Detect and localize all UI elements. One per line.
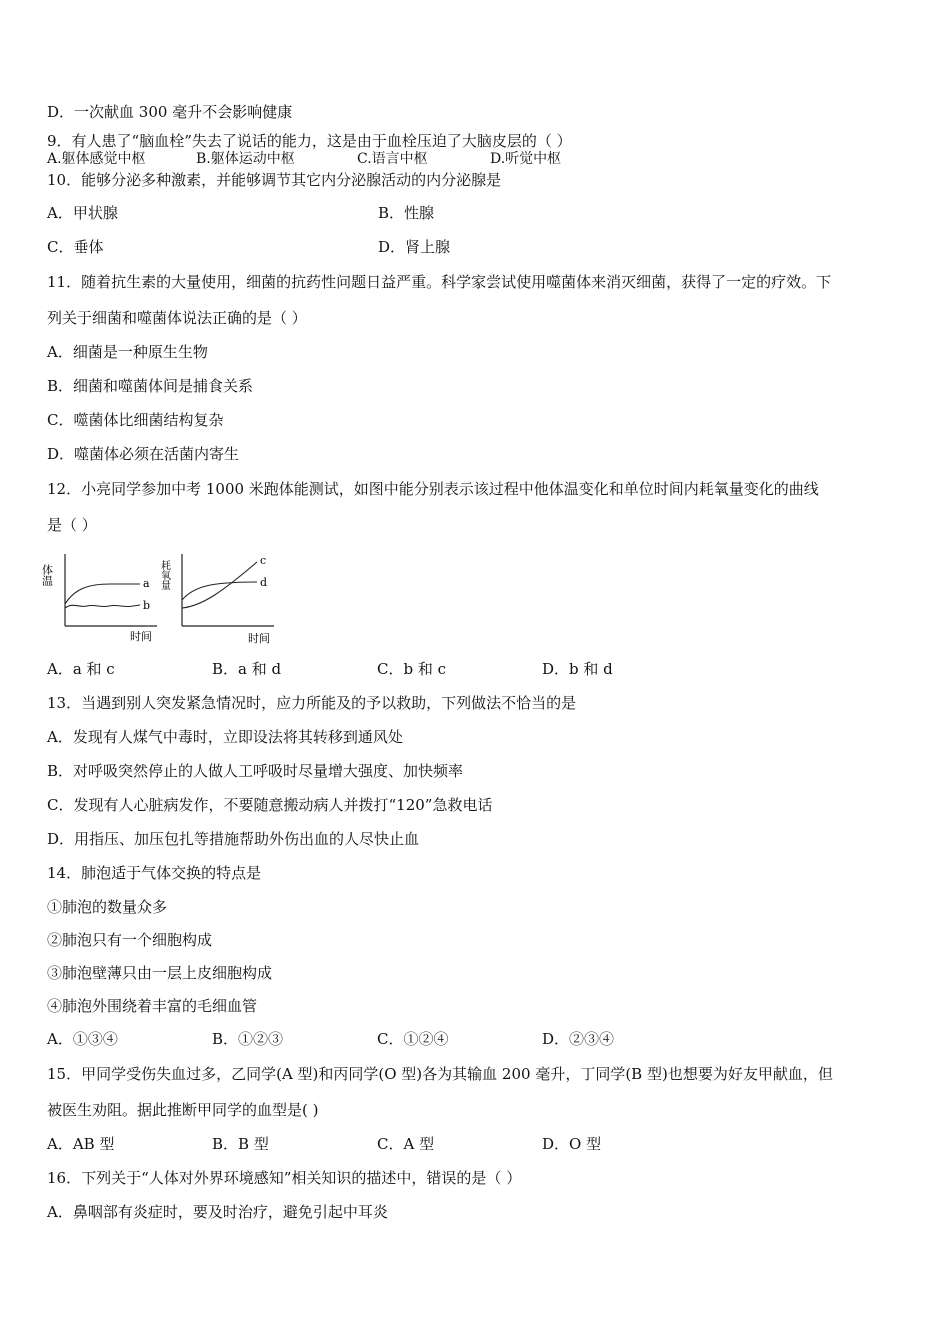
curve-c-label: c bbox=[260, 554, 267, 567]
q13-option-d: D．用指压、加压包扎等措施帮助外伤出血的人尽快止血 bbox=[47, 830, 420, 848]
q15-option-a: A．AB 型 bbox=[47, 1135, 115, 1153]
q14-item-3: ③肺泡壁薄只由一层上皮细胞构成 bbox=[47, 964, 273, 982]
q11-stem-line2: 列关于细菌和噬菌体说法正确的是（ ） bbox=[47, 309, 307, 327]
q10-stem: 10．能够分泌多种激素，并能够调节其它内分泌腺活动的内分泌腺是 bbox=[47, 171, 502, 189]
q10-option-a: A．甲状腺 bbox=[47, 204, 118, 222]
q9-stem: 9．有人患了“脑血栓”失去了说话的能力，这是由于血栓压迫了大脑皮层的（ ） bbox=[47, 132, 572, 150]
curve-c bbox=[182, 562, 257, 608]
graph1-xlabel: 时间 bbox=[130, 630, 152, 643]
q16-option-a: A．鼻咽部有炎症时，要及时治疗，避免引起中耳炎 bbox=[47, 1203, 388, 1221]
q14-item-4: ④肺泡外围绕着丰富的毛细血管 bbox=[47, 997, 258, 1015]
q14-option-b: B．①②③ bbox=[212, 1030, 284, 1048]
q11-stem-line1: 11．随着抗生素的大量使用，细菌的抗药性问题日益严重。科学家尝试使用噬菌体来消灭细菌，获得了一定的疗效。下 bbox=[47, 273, 832, 291]
oxygen-consumption-graph bbox=[158, 548, 282, 652]
curve-b bbox=[65, 605, 140, 608]
q13-option-b: B．对呼吸突然停止的人做人工呼吸时尽量增大强度、加快频率 bbox=[47, 762, 464, 780]
curve-a-label: a bbox=[143, 577, 150, 590]
body-temperature-graph bbox=[40, 548, 165, 652]
q12-option-a: A．a 和 c bbox=[47, 660, 115, 678]
q12-stem-line2: 是（ ） bbox=[47, 516, 97, 534]
q13-stem: 13．当遇到别人突发紧急情况时，应力所能及的予以救助，下列做法不恰当的是 bbox=[47, 694, 577, 712]
q14-item-1: ①肺泡的数量众多 bbox=[47, 898, 168, 916]
q12-stem-line1: 12．小亮同学参加中考 1000 米跑体能测试，如图中能分别表示该过程中他体温变化和单位时间内耗氧量变化的曲线 bbox=[47, 480, 819, 498]
q10-option-b: B．性腺 bbox=[378, 204, 435, 222]
graph2-xlabel: 时间 bbox=[248, 632, 270, 645]
q12-option-c: C．b 和 c bbox=[377, 660, 447, 678]
q9-option-c: C.语言中枢 bbox=[357, 151, 428, 167]
q15-stem-line2: 被医生劝阻。据此推断甲同学的血型是( ) bbox=[47, 1101, 319, 1119]
q15-stem-line1: 15．甲同学受伤失血过多，乙同学(A 型)和丙同学(O 型)各为其输血 200 毫升，丁同学(B 型)也想要为好友甲献血，但 bbox=[47, 1065, 833, 1083]
q8-option-d: D．一次献血 300 毫升不会影响健康 bbox=[47, 103, 293, 121]
q10-option-c: C．垂体 bbox=[47, 238, 104, 256]
q14-option-a: A．①③④ bbox=[47, 1030, 118, 1048]
q14-option-d: D．②③④ bbox=[542, 1030, 615, 1048]
q9-option-a: A.躯体感觉中枢 bbox=[47, 151, 146, 167]
q12-option-b: B．a 和 d bbox=[212, 660, 282, 678]
q9-option-d: D.听觉中枢 bbox=[490, 151, 562, 167]
q15-option-b: B．B 型 bbox=[212, 1135, 269, 1153]
q16-stem: 16．下列关于“人体对外界环境感知”相关知识的描述中，错误的是（ ） bbox=[47, 1169, 522, 1187]
q9-option-b: B.躯体运动中枢 bbox=[196, 151, 295, 167]
q14-item-2: ②肺泡只有一个细胞构成 bbox=[47, 931, 213, 949]
q12-option-d: D．b 和 d bbox=[542, 660, 613, 678]
q11-option-a: A．细菌是一种原生生物 bbox=[47, 343, 208, 361]
q14-option-c: C．①②④ bbox=[377, 1030, 449, 1048]
q14-stem: 14．肺泡适于气体交换的特点是 bbox=[47, 864, 262, 882]
curve-a bbox=[65, 584, 140, 604]
q11-option-c: C．噬菌体比细菌结构复杂 bbox=[47, 411, 224, 429]
q13-option-a: A．发现有人煤气中毒时，立即设法将其转移到通风处 bbox=[47, 728, 403, 746]
q11-option-d: D．噬菌体必须在活菌内寄生 bbox=[47, 445, 240, 463]
q10-option-d: D．肾上腺 bbox=[378, 238, 451, 256]
q15-option-c: C．A 型 bbox=[377, 1135, 435, 1153]
curve-d-label: d bbox=[260, 576, 268, 589]
graph2-ylabel: 耗氧量 bbox=[158, 560, 170, 590]
q15-option-d: D．O 型 bbox=[542, 1135, 602, 1153]
curve-b-label: b bbox=[143, 599, 151, 612]
q13-option-c: C．发现有人心脏病发作，不要随意搬动病人并拨打“120”急救电话 bbox=[47, 796, 493, 814]
curve-d bbox=[182, 582, 257, 600]
q11-option-b: B．细菌和噬菌体间是捕食关系 bbox=[47, 377, 254, 395]
graph1-ylabel: 体温 bbox=[40, 564, 54, 586]
